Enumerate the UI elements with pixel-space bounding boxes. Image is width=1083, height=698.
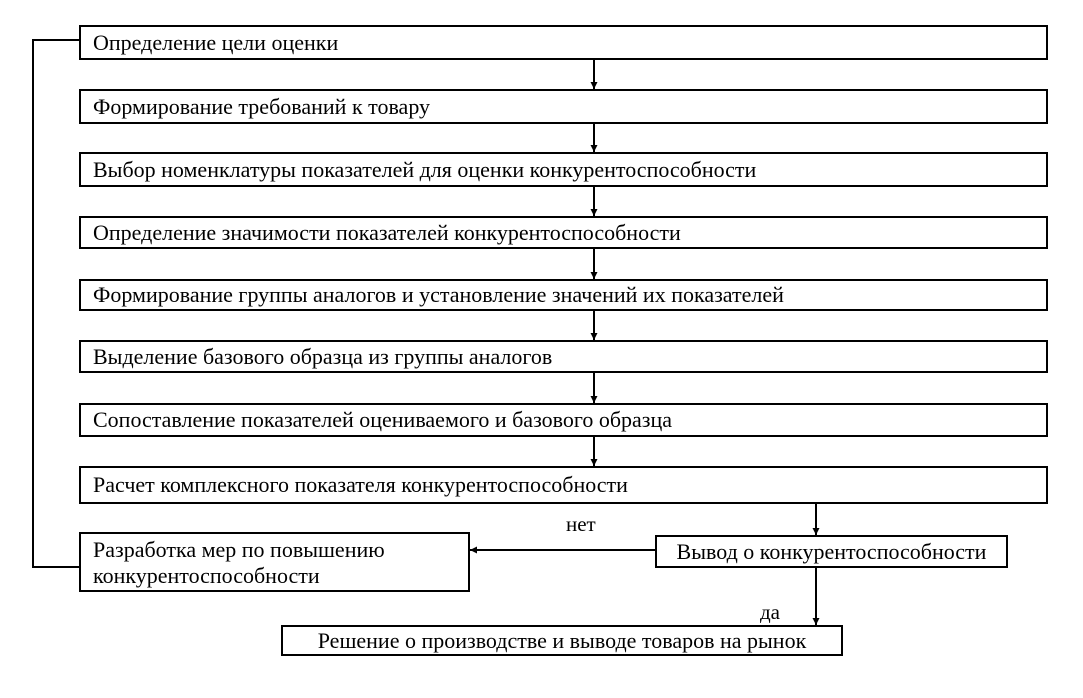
step-label: Сопоставление показателей оцениваемого и базового образца bbox=[93, 407, 673, 432]
step-label: Формирование группы аналогов и установление значений их показателей bbox=[93, 282, 784, 307]
conclusion-box bbox=[655, 535, 1008, 568]
improvement-text bbox=[93, 537, 385, 589]
decision-box bbox=[281, 625, 843, 656]
label-yes: да bbox=[760, 600, 781, 624]
step-label: Определение цели оценки bbox=[93, 29, 339, 55]
improvement-line-2: конкурентоспособности bbox=[93, 563, 320, 588]
step-define-goal bbox=[79, 25, 1048, 60]
step-label: Выбор номенклатуры показателей для оценки конкурентоспособности bbox=[93, 156, 757, 182]
step-analog-group bbox=[79, 279, 1048, 311]
step-requirements bbox=[79, 89, 1048, 124]
step-label: Расчет комплексного показателя конкурентоспособности bbox=[93, 472, 628, 497]
conclusion-label: Вывод о конкурентоспособности bbox=[676, 538, 987, 564]
step-indicator-significance bbox=[79, 216, 1048, 249]
step-label: Формирование требований к товару bbox=[93, 93, 431, 119]
step-label: Выделение базового образца из группы аналогов bbox=[93, 343, 553, 369]
decision-label: Решение о производстве и выводе товаров на рынок bbox=[317, 627, 807, 653]
step-indicator-selection bbox=[79, 152, 1048, 187]
feedback-loop-line bbox=[33, 40, 79, 567]
improvement-line-1: Разработка мер по повышению bbox=[93, 537, 385, 562]
improvement-measures-box bbox=[79, 532, 470, 592]
step-complex-indicator bbox=[79, 466, 1048, 504]
step-comparison bbox=[79, 403, 1048, 437]
label-no: нет bbox=[566, 512, 596, 536]
step-base-sample bbox=[79, 340, 1048, 373]
step-label: Определение значимости показателей конкурентоспособности bbox=[93, 219, 681, 245]
